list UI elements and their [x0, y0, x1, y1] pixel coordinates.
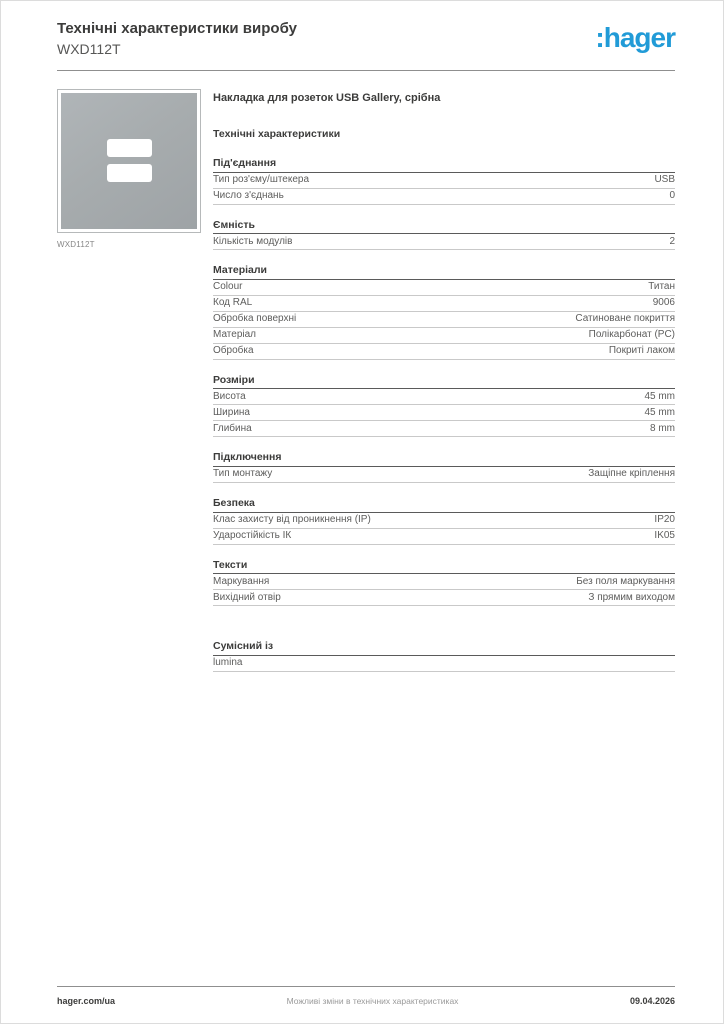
- spec-rows: [213, 467, 675, 483]
- spec-row: [213, 173, 675, 189]
- spec-section: [213, 264, 675, 360]
- spec-row-label: Обробка: [213, 345, 254, 357]
- usb-slot-bottom: [107, 164, 152, 182]
- spec-row: [213, 344, 675, 360]
- spec-row-label: Код RAL: [213, 297, 253, 309]
- spec-row-value: 8 mm: [650, 422, 675, 434]
- usb-faceplate-illustration: [61, 93, 197, 229]
- spec-section-title: Тексти: [213, 559, 675, 575]
- spec-row-label: Тип роз'єму/штекера: [213, 174, 310, 186]
- spec-row: [213, 234, 675, 250]
- spec-section: [213, 219, 675, 251]
- spec-rows: [213, 574, 675, 606]
- hager-logo: :hager: [595, 22, 675, 53]
- page-header: [0, 0, 724, 58]
- spec-row-label: Colour: [213, 281, 243, 293]
- spec-row: [213, 421, 675, 437]
- spec-row: [213, 513, 675, 529]
- spec-row-value: IK05: [654, 530, 675, 541]
- spec-row-label: Клас захисту від проникнення (IP): [213, 514, 371, 525]
- spec-row: [213, 280, 675, 296]
- spec-rows: [213, 173, 675, 205]
- image-caption: WXD112T: [57, 239, 95, 249]
- spec-rows: [213, 513, 675, 545]
- spec-row-value: Без поля маркування: [576, 575, 675, 587]
- spec-row-label: Обробка поверхні: [213, 313, 297, 325]
- footer-disclaimer: Можливі зміни в технічних характеристиках: [286, 996, 459, 1006]
- spec-row: [213, 328, 675, 344]
- spec-row-value: Сатиноване покриття: [575, 313, 675, 325]
- spec-row: [213, 312, 675, 328]
- usb-slot-top: [107, 139, 152, 157]
- spec-sections: [213, 157, 675, 672]
- spec-section: [213, 451, 675, 483]
- product-image-column: [57, 89, 205, 249]
- spec-row-label: Глибина: [213, 422, 252, 434]
- product-name: Накладка для розеток USB Gallery, срібна: [213, 91, 441, 104]
- spec-section-title: Під'єднання: [213, 157, 675, 173]
- spec-rows: [213, 280, 675, 360]
- spec-row-value: IP20: [654, 514, 675, 525]
- spec-row-label: lumina: [213, 657, 243, 669]
- spec-section-title: Підключення: [213, 451, 675, 467]
- spec-row-label: Кількість модулів: [213, 235, 293, 247]
- spec-row: [213, 405, 675, 421]
- spec-section: [213, 497, 675, 545]
- spec-row-value: USB: [654, 174, 675, 186]
- spec-row-value: Полікарбонат (PC): [588, 329, 675, 341]
- spec-rows: [213, 656, 675, 672]
- main-content: [0, 71, 724, 686]
- footer-date: 09.04.2026: [629, 996, 675, 1006]
- spec-row: [213, 467, 675, 483]
- spec-row: [213, 590, 675, 606]
- spec-section-title: Сумісний із: [213, 640, 675, 656]
- spec-row-label: Маркування: [213, 575, 270, 587]
- spec-row-value: З прямим виходом: [588, 591, 675, 603]
- spec-row-label: Вихідний отвір: [213, 591, 281, 603]
- spec-section: [213, 559, 675, 607]
- spec-section-title: Розміри: [213, 374, 675, 390]
- product-image: [57, 89, 201, 233]
- specs-heading: Технічні характеристики: [213, 127, 341, 140]
- spec-section: [213, 157, 675, 205]
- spec-row-label: Висота: [213, 390, 246, 402]
- spec-row-label: Число з'єднань: [213, 190, 284, 202]
- spec-section-title: Матеріали: [213, 264, 675, 280]
- spec-column: [213, 89, 675, 686]
- spec-row-value: 9006: [652, 297, 675, 309]
- spec-section-title: Безпека: [213, 497, 675, 513]
- spec-rows: [213, 234, 675, 250]
- document-title: Технічні характеристики виробу: [57, 20, 297, 37]
- spec-row-label: Тип монтажу: [213, 468, 273, 480]
- spec-section: [213, 374, 675, 438]
- spec-row-value: 2: [669, 235, 675, 247]
- footer-website-link[interactable]: hager.com/ua: [57, 996, 116, 1006]
- spec-row-value: Покриті лаком: [608, 345, 675, 357]
- spec-section: [213, 640, 675, 672]
- spec-row-value: 0: [669, 190, 675, 202]
- spec-row-label: Матеріал: [213, 329, 256, 341]
- product-code: WXD112T: [57, 40, 121, 57]
- spec-row: [213, 389, 675, 405]
- spec-row-value: Титан: [648, 281, 675, 293]
- spec-row-label: Ширина: [213, 406, 250, 418]
- page-footer: [57, 986, 675, 1006]
- spec-row: [213, 296, 675, 312]
- spec-row-label: Ударостійкість ІК: [213, 530, 292, 541]
- spec-rows: [213, 389, 675, 437]
- spec-row-value: Защіпне кріплення: [588, 468, 675, 480]
- spec-row: [213, 529, 675, 545]
- spec-row: [213, 656, 675, 672]
- spec-row-value: 45 mm: [644, 390, 675, 402]
- spec-row: [213, 574, 675, 590]
- spec-row-value: 45 mm: [644, 406, 675, 418]
- spec-section-title: Ємність: [213, 219, 675, 235]
- header-titles: [57, 20, 297, 58]
- spec-row: [213, 189, 675, 205]
